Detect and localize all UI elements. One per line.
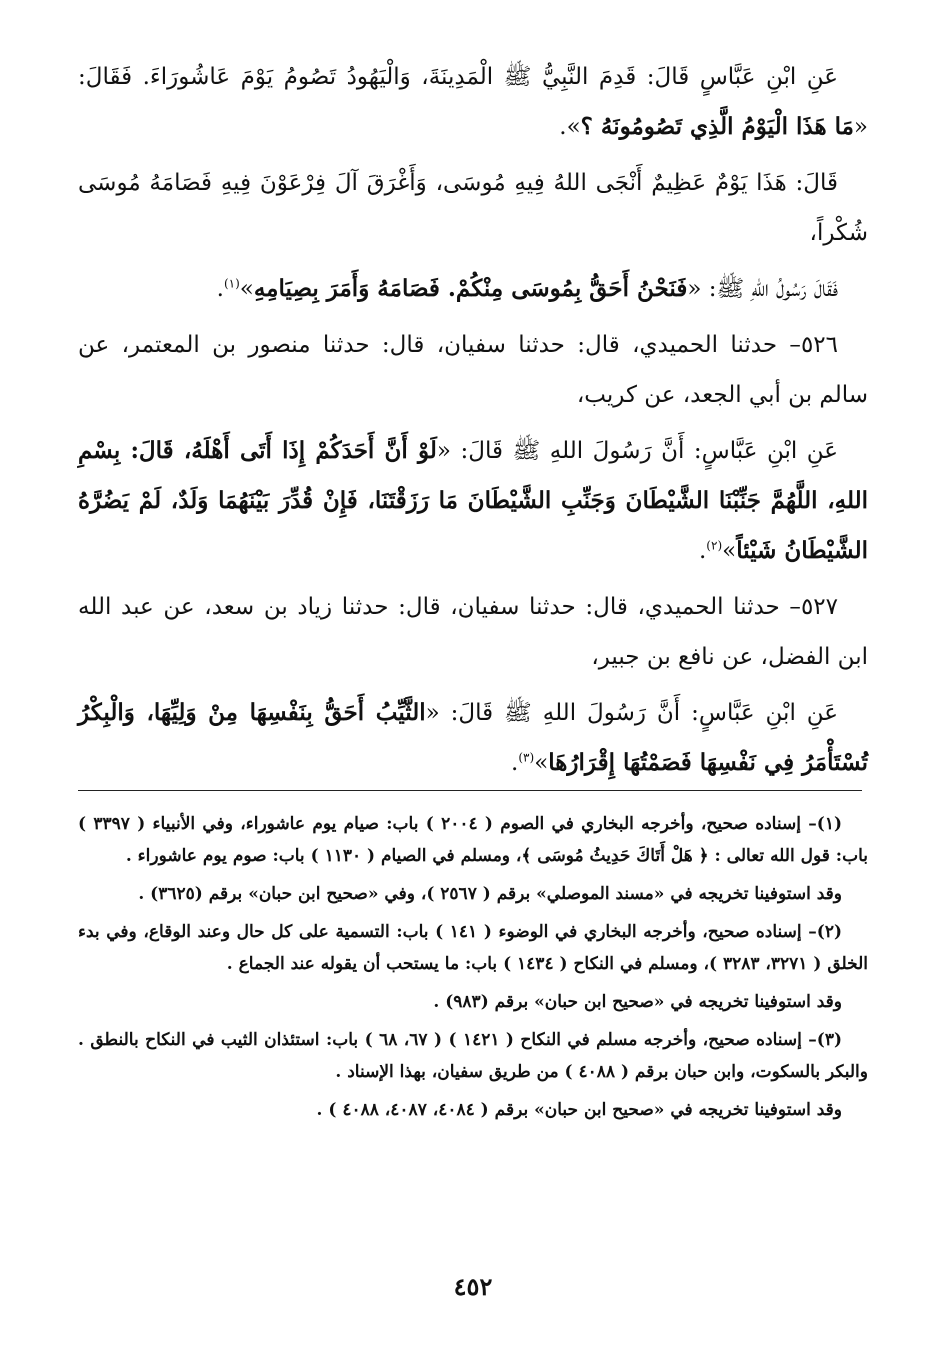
footnote-2-cont: وقد استوفينا تخريجه في «صحيح ابن حبان» برقم (٩٨٣) . bbox=[433, 992, 842, 1012]
footnote-ref: (٢) bbox=[706, 538, 723, 553]
footnote-separator bbox=[78, 790, 862, 791]
hadith-text: الثَّيِّبُ أَحَقُّ بِنَفْسِهَا مِنْ وَلِيِّهَا، وَالْبِكْرُ تُسْتَأْمَرُ فِي نَفْسِهَا فَصَمْتُهَا إِقْرَارُهَا bbox=[78, 699, 868, 776]
hadith-paragraph-2 bbox=[78, 158, 868, 258]
footnotes bbox=[78, 808, 868, 1132]
narration-text: عَنِ ابْنِ عَبَّاسٍ قَالَ: قَدِمَ النَّبِيُّ ﷺ الْمَدِينَةَ، وَالْيَهُودُ تَصُومُ يَوْمَ عَاشُورَاءَ. فَقَالَ: « bbox=[78, 64, 868, 140]
narration-text: فَقَالَ رَسُولُ اللهِ ﷺ: « bbox=[687, 276, 838, 302]
footnote-1-cont: وقد استوفينا تخريجه في «مسند الموصلي» برقم ( ٢٥٦٧ )، وفي «صحيح ابن حبان» برقم (٣٦٢٥) . bbox=[138, 884, 842, 904]
narration-text: . bbox=[216, 276, 224, 302]
main-text bbox=[78, 52, 868, 794]
narration-text: عَنِ ابْنِ عَبَّاسٍ: أَنَّ رَسُولَ اللهِ ﷺ قَالَ: « bbox=[436, 438, 838, 464]
narration-text: . bbox=[698, 538, 707, 564]
narration-text: ٥٢٦– حدثنا الحميدي، قال: حدثنا سفيان، قال: حدثنا منصور بن المعتمر، عن سالم بن أبي الجعد، عن كريب، bbox=[78, 332, 868, 408]
hadith-paragraph-3 bbox=[78, 264, 868, 314]
footnote-ref: (٣) bbox=[518, 750, 535, 765]
narration-text: . bbox=[511, 750, 519, 776]
narration-text: ٥٢٧– حدثنا الحميدي، قال: حدثنا سفيان، قال: حدثنا زياد بن سعد، عن عبد الله ابن الفضل، عن نافع بن جبير، bbox=[78, 594, 868, 670]
hadith-text: فَنَحْنُ أَحَقُّ بِمُوسَى مِنْكُمْ. فَصَامَهُ وَأَمَرَ بِصِيَامِهِ bbox=[253, 275, 688, 302]
isnad-paragraph-527 bbox=[78, 582, 868, 682]
footnote-3-cont: وقد استوفينا تخريجه في «صحيح ابن حبان» برقم ( ٤٠٨٤، ٤٠٨٧، ٤٠٨٨ ) . bbox=[316, 1100, 842, 1120]
hadith-paragraph-526 bbox=[78, 426, 868, 576]
page-number: ٤٥٢ bbox=[453, 1272, 493, 1301]
hadith-paragraph-1 bbox=[78, 52, 868, 152]
hadith-text: مَا هَذَا الْيَوْمُ الَّذِي تَصُومُونَهُ ؟ bbox=[580, 113, 854, 140]
footnote-3: (٣)– إسناده صحيح، وأخرجه مسلم في النكاح ( ١٤٢١ ) ( ٦٧، ٦٨ ) باب: استئذان الثيب في النكاح بالنطق . والبكر بالسكوت، وابن حبان برقم ( ٤٠٨٨ ) من طريق سفيان، بهذا الإسناد . bbox=[78, 1030, 868, 1082]
narration-text: » bbox=[534, 750, 549, 776]
footnote-1: (١)– إسناده صحيح، وأخرجه البخاري في الصوم ( ٢٠٠٤ ) باب: صيام يوم عاشوراء، وفي الأنبياء ( ٣٣٩٧ ) باب: قول الله تعالى : ﴿ هَلْ أَتَاكَ حَدِيثُ مُوسَى ﴾، ومسلم في الصيام ( ١١٣٠ ) باب: صوم يوم عاشوراء . bbox=[78, 814, 868, 866]
hadith-paragraph-527 bbox=[78, 688, 868, 788]
isnad-paragraph-526 bbox=[78, 320, 868, 420]
footnote-ref: (١) bbox=[223, 276, 240, 291]
hadith-text: لَوْ أَنَّ أَحَدَكُمْ إِذَا أَتَى أَهْلَهُ، قَالَ: بِسْمِ اللهِ، اللَّهُمَّ جَنِّبْنَا الشَّيْطَانَ وَجَنِّبِ الشَّيْطَانَ مَا رَزَقْتَنَا، فَإِنْ قُدِّرَ بَيْنَهُمَا وَلَدٌ، لَمْ يَضُرَّهُ الشَّيْطَانُ شَيْئاً bbox=[78, 437, 868, 564]
footnote-2: (٢)– إسناده صحيح، وأخرجه البخاري في الوضوء ( ١٤١ ) باب: التسمية على كل حال وعند الوقاع، وفي بدء الخلق ( ٣٢٧١، ٣٢٨٣ )، ومسلم في النكاح ( ١٤٣٤ ) باب: ما يستحب أن يقوله عند الجماع . bbox=[78, 922, 868, 974]
narration-text: » bbox=[239, 276, 254, 302]
narration-text: قَالَ: هَذَا يَوْمٌ عَظِيمٌ أَنْجَى اللهُ فِيهِ مُوسَى، وَأَغْرَقَ آلَ فِرْعَوْنَ فِيهِ فَصَامَهُ مُوسَى شُكْراً، bbox=[78, 170, 868, 246]
narration-text: ». bbox=[559, 114, 581, 140]
narration-text: » bbox=[722, 538, 737, 564]
narration-text: عَنِ ابْنِ عَبَّاسٍ: أَنَّ رَسُولَ اللهِ ﷺ قَالَ: « bbox=[425, 700, 839, 726]
